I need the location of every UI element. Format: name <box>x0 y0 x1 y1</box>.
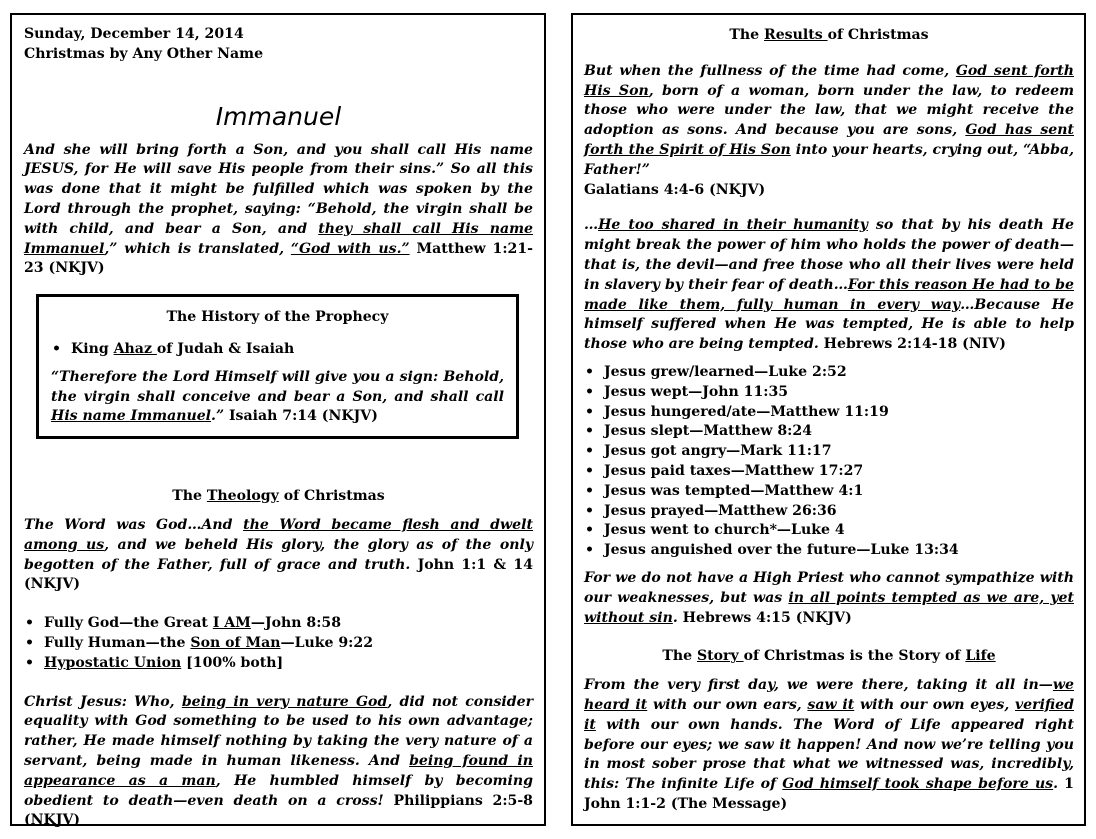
first-john-passage: From the very first day, we were there, taking it all in—we heard it with our own ears, saw it with our own eyes, verified it with our own hands. The Word of Life appeared right before our eyes; we saw it happen! And now we’re telling you in most sober prose that what we witnessed was, incredibly, this: The infinite Life of God himself took shape before us. 1 John 1:1-2 (The Message) <box>584 677 1074 812</box>
list-item: • Fully God—the Great I AM—John 8:58 <box>44 614 533 634</box>
hebrews-4-passage: For we do not have a High Priest who cannot sympathize with our weaknesses, but was in all points tempted as we are, yet without sin. Hebrews 4:15 (NKJV) <box>584 569 1074 626</box>
list-item: • Fully Human—the Son of Man—Luke 9:22 <box>44 634 533 654</box>
list-item: • Jesus slept—Matthew 8:24 <box>604 422 1074 442</box>
story-heading: The Story of Christmas is the Story of Life <box>662 648 996 665</box>
sermon-title: Immanuel <box>215 101 342 131</box>
right-panel <box>571 13 1086 826</box>
history-box <box>36 294 519 439</box>
jesus-humanity-list <box>584 363 1074 561</box>
list-item: • Jesus prayed—Matthew 26:36 <box>604 502 1074 522</box>
list-item: • Jesus was tempted—Matthew 4:1 <box>604 482 1074 502</box>
list-item: • Jesus grew/learned—Luke 2:52 <box>604 363 1074 383</box>
list-item: • Jesus got angry—Mark 11:17 <box>604 442 1074 462</box>
list-item: • Jesus hungered/ate—Matthew 11:19 <box>604 403 1074 423</box>
philippians-passage: Christ Jesus: Who, being in very nature God, did not consider equality with God something to be used to his own advantage; rather, He made himself nothing by taking the very nature of a servant, being made in human likeness. And being found in appearance as a man, He humbled himself by becoming obedient to death—even death on a cross! Philippians 2:5-8 (NKJV) <box>24 693 533 829</box>
john-passage: The Word was God…And the Word became flesh and dwelt among us, and we beheld His glory, the glory as of the only begotten of the Father, full of grace and truth. John 1:1 & 14 (NKJV) <box>24 516 534 593</box>
list-item: • Jesus went to church*—Luke 4 <box>604 521 1074 541</box>
history-heading: The History of the Prophecy <box>166 309 389 326</box>
left-panel <box>10 13 546 829</box>
series-title: Christmas by Any Other Name <box>24 45 264 62</box>
list-item: • Jesus wept—John 11:35 <box>604 383 1074 403</box>
list-item: • King Ahaz of Judah & Isaiah <box>71 340 504 360</box>
history-list <box>51 340 504 360</box>
theology-list <box>24 614 533 673</box>
list-item: • Hypostatic Union [100% both] <box>44 654 533 674</box>
galatians-passage: But when the fullness of the time had come, God sent forth His Son, born of a woman, born under the law, to redeem those who were under the law, that we might receive the adoption as sons. And because you are sons, God has sent forth the Spirit of His Son into your hearts, crying out, “Abba, Father!” <box>584 62 1074 178</box>
date: Sunday, December 14, 2014 <box>24 26 244 42</box>
results-heading: The Results of Christmas <box>729 27 929 43</box>
theology-heading: The Theology of Christmas <box>172 488 385 505</box>
isaiah-passage: “Therefore the Lord Himself will give you a sign: Behold, the virgin shall conceive and bear a Son, and shall call His name Immanuel.” Isaiah 7:14 (NKJV) <box>51 368 504 425</box>
matthew-passage: And she will bring forth a Son, and you shall call His name JESUS, for He will save His people from their sins.” So all this was done that it might be fulfilled which was spoken by the Lord through the prophet, saying: “Behold, the virgin shall be with child, and bear a Son, and they shall call His name Immanuel,” which is translated, “God with us.” Matthew 1:21-23 (NKJV) <box>24 141 534 277</box>
galatians-reference: Galatians 4:4-6 (NKJV) <box>584 181 766 198</box>
hebrews-2-passage: …He too shared in their humanity so that by his death He might break the power of him who holds the power of death—that is, the devil—and free those who all their lives were held in slavery by their fear of death…For this reason He had to be made like them, fully human in every way…Because He himself suffered when He was tempted, He is able to help those who are being tempted. Hebrews 2:14-18 (NIV) <box>584 217 1075 353</box>
list-item: • Jesus paid taxes—Matthew 17:27 <box>604 462 1074 482</box>
list-item: • Jesus anguished over the future—Luke 13:34 <box>604 541 1074 561</box>
